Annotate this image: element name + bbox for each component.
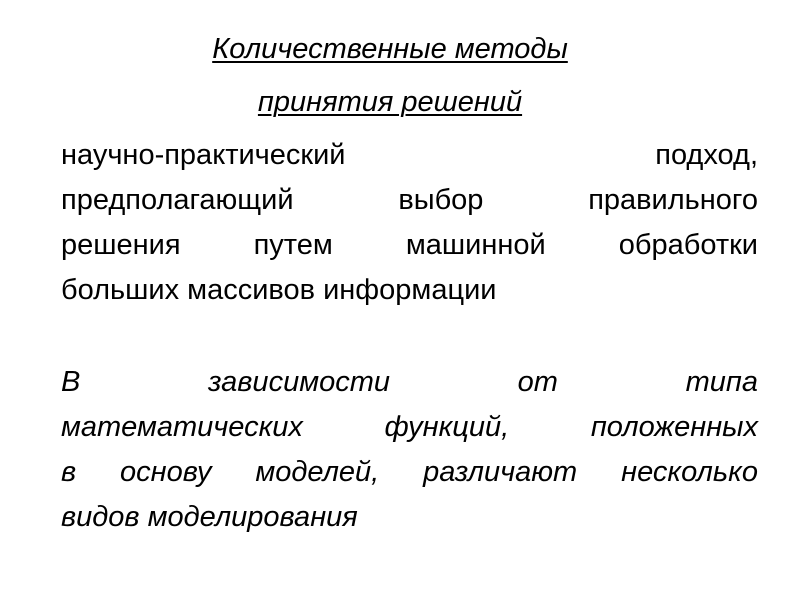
modeling-line: математических функций, положенных xyxy=(61,411,758,443)
modeling-types-paragraph xyxy=(61,360,758,540)
slide-title-line-1: Количественные методы xyxy=(212,33,568,65)
definition-line: решения путем машинной обработки xyxy=(61,229,758,261)
definition-line: больших массивов информации xyxy=(61,274,497,306)
definition-line: предполагающий выбор правильного xyxy=(61,184,758,216)
definition-paragraph xyxy=(61,133,758,313)
modeling-line: видов моделирования xyxy=(61,501,358,533)
modeling-line: в основу моделей, различают несколько xyxy=(61,456,758,488)
modeling-line: В зависимости от типа xyxy=(61,366,758,398)
definition-line: научно-практический подход, xyxy=(61,139,758,171)
slide-title-line-2: принятия решений xyxy=(257,86,523,118)
